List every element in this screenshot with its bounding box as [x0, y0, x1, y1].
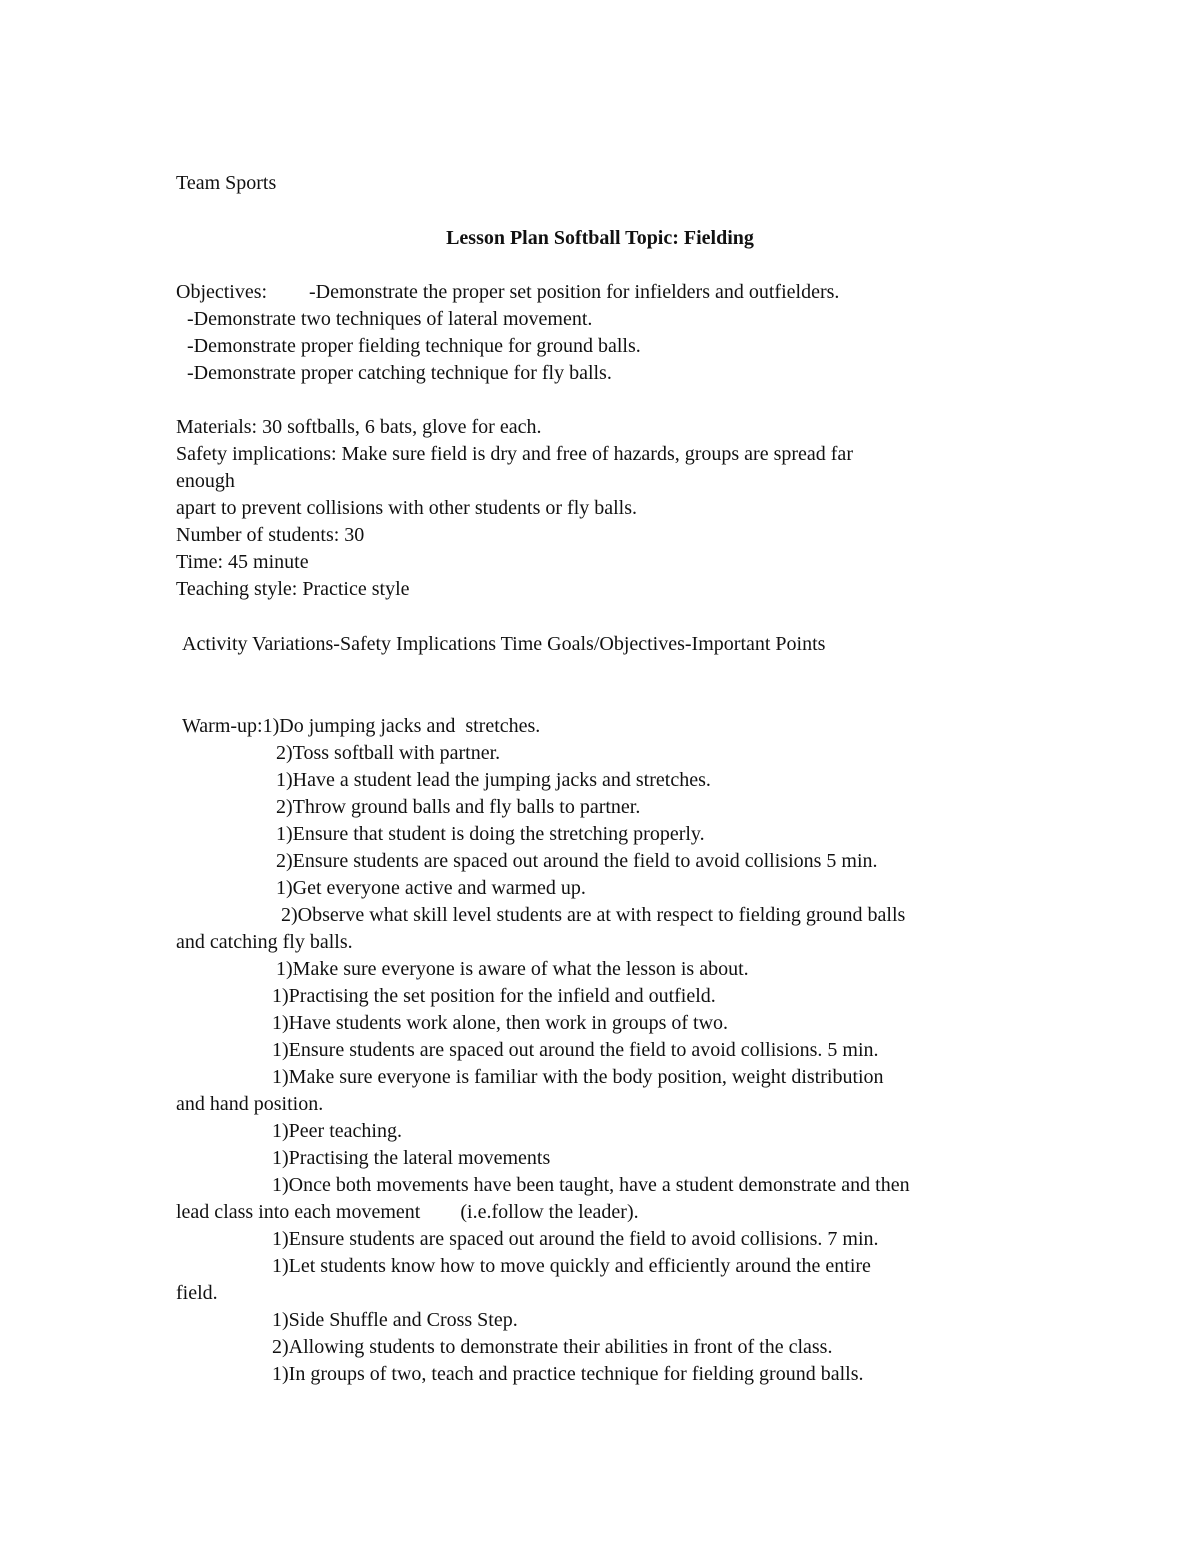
activity-line: 2)Throw ground balls and fly balls to partner. — [276, 796, 641, 818]
activity-line: 1)Let students know how to move quickly and efficiently around the entire — [272, 1255, 871, 1277]
activity-line: 1)Peer teaching. — [272, 1120, 402, 1142]
objectives-label: Objectives: — [176, 281, 268, 303]
lesson-title: Lesson Plan Softball Topic: Fielding — [446, 227, 754, 249]
materials-line: Materials: 30 softballs, 6 bats, glove for each. — [176, 416, 542, 438]
activity-line: field. — [176, 1282, 218, 1304]
activity-line: 1)Ensure students are spaced out around the field to avoid collisions. 5 min. — [272, 1039, 879, 1061]
objective-item: -Demonstrate two techniques of lateral movement. — [187, 308, 593, 330]
time-line: Time: 45 minute — [176, 551, 309, 573]
activity-line: and hand position. — [176, 1093, 324, 1115]
activity-line: 2)Ensure students are spaced out around the field to avoid collisions 5 min. — [276, 850, 878, 872]
activity-line: 2)Allowing students to demonstrate their abilities in front of the class. — [272, 1336, 833, 1358]
safety-line: Safety implications: Make sure field is dry and free of hazards, groups are spread far — [176, 443, 853, 465]
activity-line: 1)Have a student lead the jumping jacks and stretches. — [276, 769, 711, 791]
students-line: Number of students: 30 — [176, 524, 365, 546]
objective-item: -Demonstrate the proper set position for infielders and outfielders. — [309, 281, 840, 303]
activity-line: 1)In groups of two, teach and practice technique for fielding ground balls. — [272, 1363, 864, 1385]
activity-line: 2)Toss softball with partner. — [276, 742, 501, 764]
activity-line: lead class into each movement (i.e.follow the leader). — [176, 1201, 639, 1223]
teaching-style-line: Teaching style: Practice style — [176, 578, 410, 600]
activity-line: Warm-up:1)Do jumping jacks and stretches. — [182, 715, 541, 737]
activity-line: 1)Ensure students are spaced out around the field to avoid collisions. 7 min. — [272, 1228, 879, 1250]
activity-line: and catching fly balls. — [176, 931, 353, 953]
safety-line: enough — [176, 470, 235, 492]
activity-line: 1)Have students work alone, then work in groups of two. — [272, 1012, 729, 1034]
activity-line: 2)Observe what skill level students are at with respect to fielding ground balls — [276, 904, 906, 926]
table-header: Activity Variations-Safety Implications Time Goals/Objectives-Important Points — [182, 633, 826, 655]
safety-line: apart to prevent collisions with other students or fly balls. — [176, 497, 638, 519]
objective-item: -Demonstrate proper catching technique for fly balls. — [187, 362, 612, 384]
activity-line: 1)Make sure everyone is familiar with the body position, weight distribution — [272, 1066, 884, 1088]
activity-line: 1)Make sure everyone is aware of what the lesson is about. — [276, 958, 749, 980]
activity-line: 1)Practising the lateral movements — [272, 1147, 551, 1169]
activity-line: 1)Ensure that student is doing the stretching properly. — [276, 823, 705, 845]
objective-item: -Demonstrate proper fielding technique for ground balls. — [187, 335, 641, 357]
activity-line: 1)Once both movements have been taught, have a student demonstrate and then — [272, 1174, 910, 1196]
activity-line: 1)Practising the set position for the infield and outfield. — [272, 985, 716, 1007]
course-name: Team Sports — [176, 172, 277, 194]
activity-line: 1)Get everyone active and warmed up. — [276, 877, 586, 899]
activity-line: 1)Side Shuffle and Cross Step. — [272, 1309, 518, 1331]
